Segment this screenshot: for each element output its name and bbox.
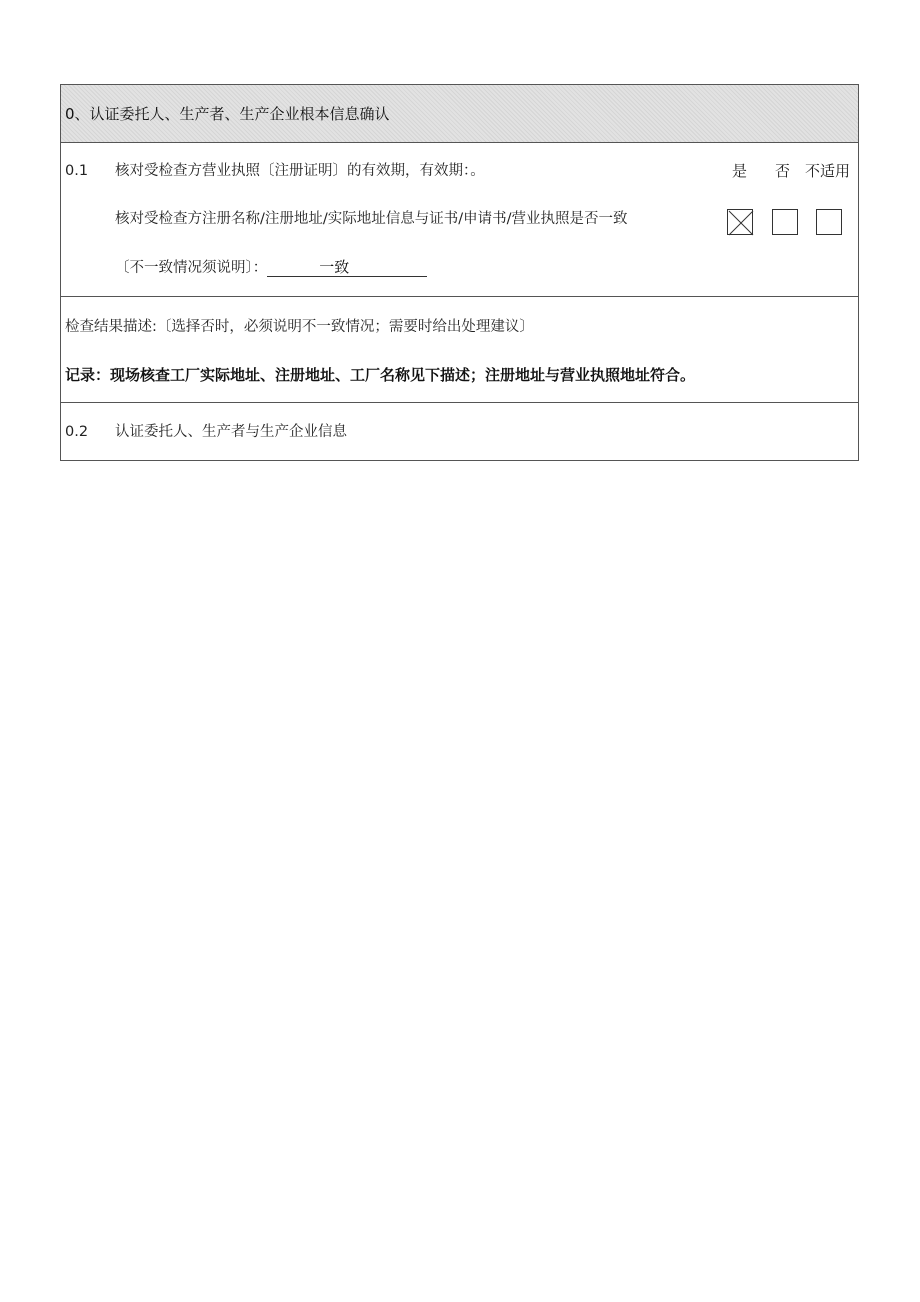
inspection-form (60, 84, 859, 461)
option-yes-label: 是 (732, 162, 748, 180)
explain-line (115, 258, 427, 278)
item-0-1 (61, 143, 858, 297)
checkbox-yes[interactable] (727, 209, 753, 235)
explain-answer-field[interactable]: 一致 (267, 258, 427, 277)
result-description: 检查结果描述:〔选择否时，必须说明不一致情况；需要时给出处理建议〕 (65, 319, 534, 335)
checkbox-na[interactable] (816, 209, 842, 235)
consistency-check-text: 核对受检查方注册名称/注册地址/实际地址信息与证书/申请书/营业执照是否一致 (115, 211, 628, 227)
item-0-2 (61, 403, 858, 460)
option-no-label: 否 (775, 162, 791, 180)
result-block (61, 297, 858, 403)
result-record: 记录：现场核查工厂实际地址、注册地址、工厂名称见下描述；注册地址与营业执照地址符合。 (65, 366, 696, 384)
item-number: 0.2 (65, 424, 89, 440)
checkbox-no[interactable] (772, 209, 798, 235)
item-number: 0.1 (65, 163, 89, 179)
option-na-label: 不适用 (805, 162, 851, 180)
item-text: 认证委托人、生产者与生产企业信息 (115, 424, 347, 440)
explain-label: 〔不一致情况须说明〕： (115, 260, 268, 276)
section-title: 0、认证委托人、生产者、生产企业根本信息确认 (65, 105, 390, 123)
section-header (61, 85, 858, 143)
item-text: 核对受检查方营业执照〔注册证明〕的有效期，有效期：。 (115, 163, 485, 179)
cross-mark-icon (728, 210, 754, 236)
